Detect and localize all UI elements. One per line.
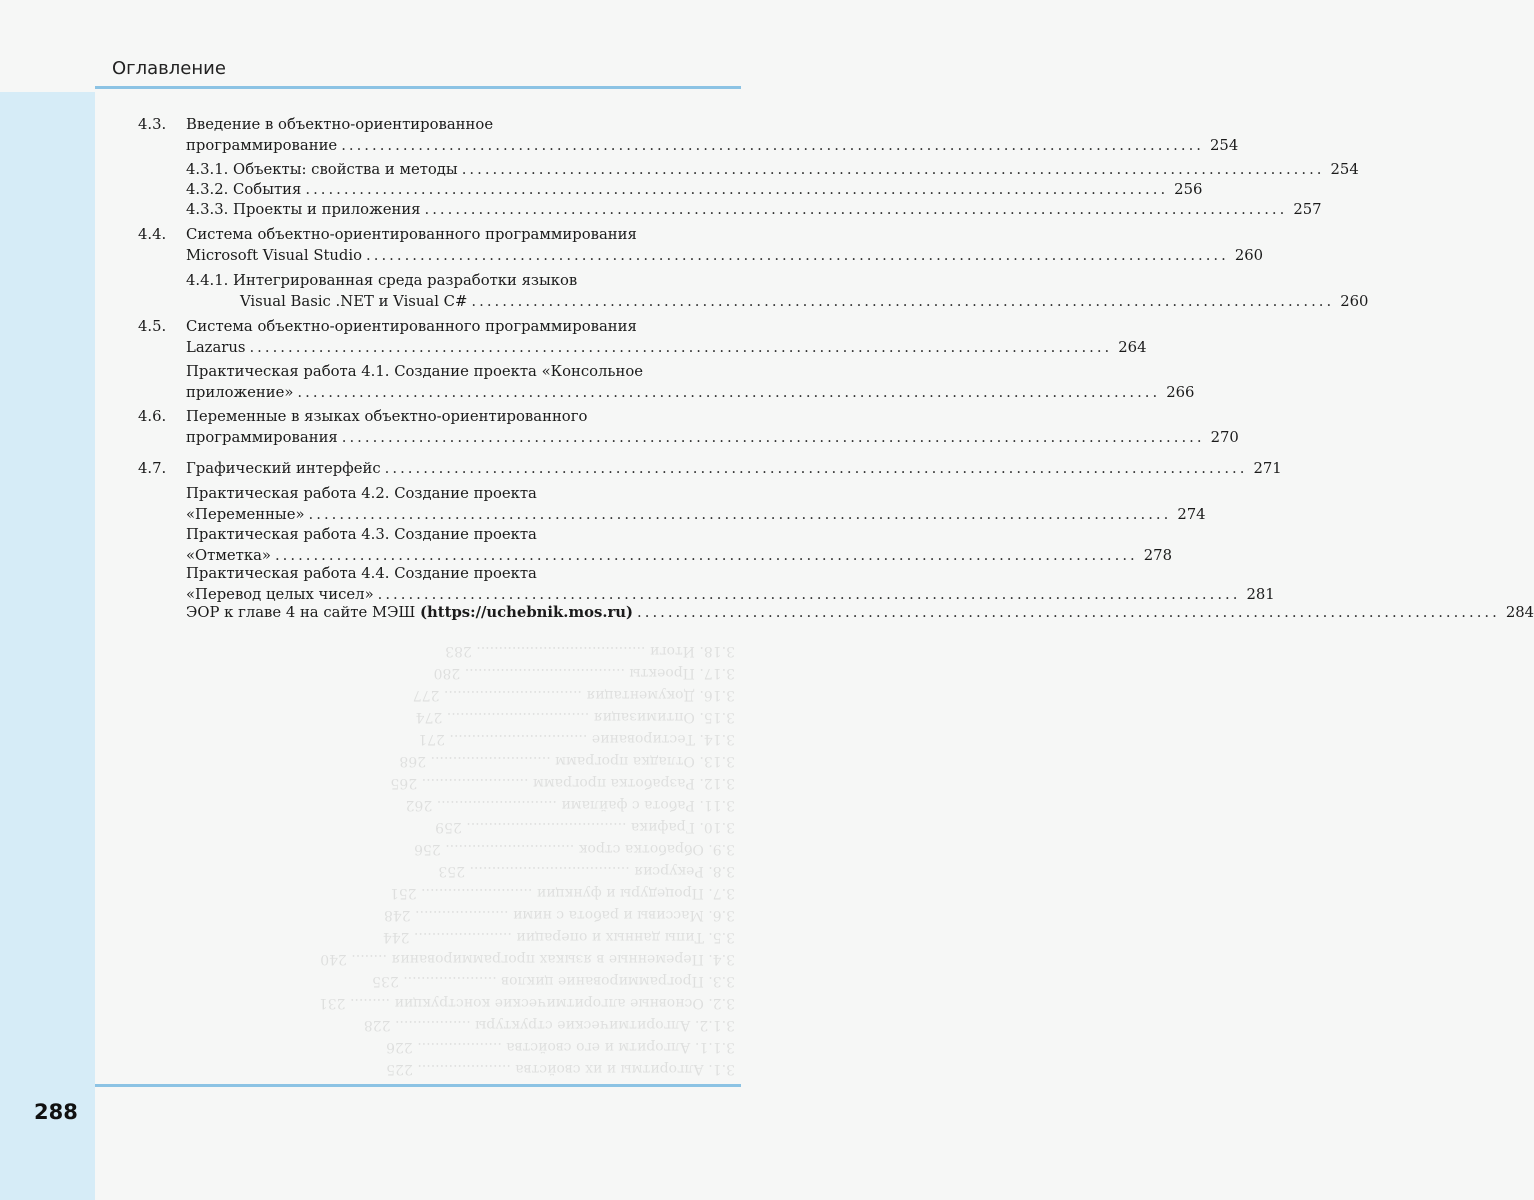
toc-entry-page: 274 [1177,506,1206,523]
toc-entry-title: Практическая работа 4.4. Создание проекта [186,565,537,582]
toc-entry-title-text: ЭОР к главе 4 на сайте МЭШ [186,604,421,621]
toc-entry-page: 284 [1505,604,1534,621]
toc-entry-page: 270 [1210,429,1239,446]
toc-entry-title: Lazarus [186,339,246,356]
toc-entry-row: «Перевод целых чисел» ................................................................................................................ 281 [186,584,742,606]
toc-entry-title: Переменные в языках объектно-ориентированного [186,408,588,425]
toc-entry-title: Практическая работа 4.2. Создание проекта [186,485,537,502]
toc-entry-row: программирование ................................................................................................................ 254 [186,135,742,157]
toc-entry-title: Система объектно-ориентированного программирования [186,226,637,243]
toc-entry-page: 271 [1253,460,1282,477]
toc-entry-link-text: (https://uchebnik.mos.ru) [420,604,634,621]
toc-entry-number: 4.4. [138,226,167,243]
toc-entry-title: «Переменные» [186,506,305,523]
toc-entry-row: 4.3.2. События ................................................................................................................ 256 [186,179,742,201]
toc-entry-row: ЭОР к главе 4 на сайте МЭШ (https://uchebnik.mos.ru) ................................................................................................................ 284 [186,602,742,624]
toc-entry-title: программирования [186,429,338,446]
toc-entry-row: Графический интерфейс ................................................................................................................ 271 [186,458,742,480]
side-color-band [0,0,95,1200]
toc-entry-row: Lazarus ................................................................................................................ 264 [186,337,742,359]
page-title: Оглавление [112,58,226,79]
toc-entry-title: 4.3.3. Проекты и приложения [186,201,421,218]
toc-entry-title: «Отметка» [186,547,271,564]
page-number: 288 [34,1093,88,1131]
toc-entry-page: 281 [1246,586,1275,603]
toc-entry-row: 4.3.3. Проекты и приложения ................................................................................................................ 257 [186,199,742,221]
toc-entry-row: приложение» ................................................................................................................ 266 [186,382,742,404]
toc-entry-title: 4.3.1. Объекты: свойства и методы [186,161,458,178]
toc-entry-title [186,602,633,624]
header-rule [95,86,741,89]
toc-entry-page: 257 [1293,201,1322,218]
toc-entry-title: Система объектно-ориентированного программирования [186,318,637,335]
toc-entry-title: 4.3.2. События [186,181,302,198]
toc-entry-title: программирование [186,137,338,154]
toc-entry-title: приложение» [186,384,294,401]
toc-entry-row: «Переменные» ................................................................................................................ 274 [186,504,742,526]
toc-entry-row: программирования ................................................................................................................ 270 [186,427,742,449]
toc-entry-page: 254 [1330,161,1359,178]
toc-entry-number: 4.5. [138,318,167,335]
toc-entry-page: 260 [1340,293,1369,310]
toc-entry-row: Visual Basic .NET и Visual C# ................................................................................................................ 260 [240,291,742,313]
toc-entry-title: Visual Basic .NET и Visual C# [240,293,468,310]
toc-entry-title: Практическая работа 4.3. Создание проекта [186,526,537,543]
toc-entry-page: 254 [1209,137,1239,154]
toc-entry-title: Графический интерфейс [186,460,381,477]
toc-entry-title: Практическая работа 4.1. Создание проекта «Консольное [186,363,644,380]
footer-rule [95,1084,741,1087]
toc-entry-page: 264 [1118,339,1147,356]
toc-entry-page: 278 [1143,547,1172,564]
toc-entry-title: «Перевод целых чисел» [186,586,374,603]
toc-entry-title: Microsoft Visual Studio [186,247,363,264]
toc-entry-page: 260 [1234,247,1264,264]
toc-entry-number: 4.7. [138,460,167,477]
toc-entry-page: 256 [1174,181,1203,198]
toc-entry-row: 4.3.1. Объекты: свойства и методы ................................................................................................................ 254 [186,159,742,181]
toc-entry-title: 4.4.1. Интегрированная среда разработки языков [186,272,578,289]
toc-entry-title: Введение в объектно-ориентированное [186,116,494,133]
bleed-through-texture: 3.1. Алгоритмы и их свойства ..................... 225 3.1.1. Алгоритм и его свойства ................... 226 3.1.2. Алгоритмические структуры ................. 228 3.2. Основные алгоритмические конструкции ......... 231 3.3. Программирование циклов ..................... 235 3.4. Переменные в языках программирования ........ 240 3.5. Типы данных и операции ...................... 244 3.6. Массивы и работа с ними ..................... 248 3.7. Процедуры и функции ......................... 251 3.8. Рекурсия .................................... 253 3.9. Обработка строк ............................. 256 3.10. Графика .................................... 259 3.11. Работа с файлами ........................... 262 3.12. Разработка программ ........................ 265 3.13. Отладка программ ........................... 268 3.14. Тестирование ............................... 271 3.15. Оптимизация ................................ 274 3.16. Документация ............................... 277 3.17. Проекты .................................... 280 3.18. Итоги ...................................... 283 [318,643,735,1077]
toc-entry-number: 4.6. [138,408,167,425]
toc-entry-row: Microsoft Visual Studio ................................................................................................................ 260 [186,245,742,267]
toc-entry-number: 4.3. [138,116,167,133]
toc-entry-page: 266 [1166,384,1195,401]
toc-entry-row: «Отметка» ................................................................................................................ 278 [186,545,742,567]
